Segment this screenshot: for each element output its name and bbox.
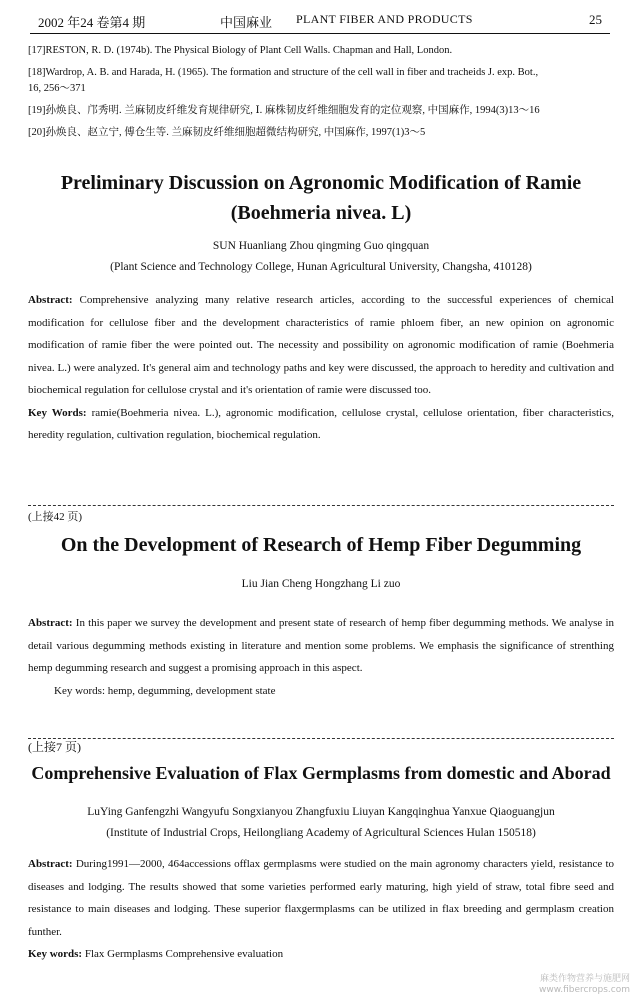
journal-name-en: PLANT FIBER AND PRODUCTS [296,12,473,26]
keywords-label: Key words: [28,948,83,960]
reference-item: [18]Wardrop, A. B. and Harada, H. (1965). The formation and structure of the cell wall in fiber and tracheids J. exp. Bot., [28,67,539,78]
page-number: 25 [589,12,602,27]
keywords [28,402,614,447]
site-watermark [539,974,630,996]
journal-issue: 2002 年24 卷第4 期 [38,15,146,30]
article-title-line2: (Boehmeria nivea. L) [230,202,412,224]
watermark-line: www.fibercrops.com [539,985,630,995]
article-title: Comprehensive Evaluation of Flax Germplasms from domestic and Aborad [31,763,611,783]
abstract-label: Abstract: [28,617,73,629]
continued-from-note: (上接7 页) [28,740,81,754]
keywords: Key words: hemp, degumming, development state [54,684,276,697]
reference-item: [17]RESTON, R. D. (1974b). The Physical Biology of Plant Cell Walls. Chapman and Hall, London. [28,45,453,56]
abstract [28,289,614,402]
watermark-line: 麻类作物营养与施肥网 [539,974,630,984]
header-rule [30,33,610,34]
reference-item: [19]孙焕良、邝秀明. 兰麻韧皮纤维发育规律研究, Ⅰ. 麻株韧皮纤维细胞发育的定位观察, 中国麻作, 1994(3)13～16 [28,105,540,116]
abstract-label: Abstract: [28,294,73,306]
article-affiliation: (Plant Science and Technology College, Hunan Agricultural University, Changsha, 410128) [110,261,532,273]
article-hemp [28,530,614,702]
continued-from-note: (上接42 页) [28,511,83,523]
article-authors: Liu Jian Cheng Hongzhang Li zuo [241,578,401,590]
keywords [28,943,614,966]
article-ramie [28,168,614,447]
abstract [28,612,614,680]
article-flax [28,758,614,966]
article-authors: SUN Huanliang Zhou qingming Guo qingquan [212,240,430,252]
abstract-text: In this paper we survey the development and present state of research of hemp fiber degumming methods. We analyse in detail various degumming methods existing in literature and mention some problems. We emphasis the significance of strenthing hemp degumming research and suggest a promising approach in this aspect. [28,617,615,674]
abstract [28,853,614,943]
abstract-label: Abstract: [28,858,73,870]
keywords-text: Flax Germplasms Comprehensive evaluation [84,948,284,960]
section-divider [28,505,614,506]
journal-name-cn: 中国麻业 [220,15,273,30]
article-affiliation: (Institute of Industrial Crops, Heilongliang Academy of Agricultural Sciences Hulan 150518) [106,827,536,839]
keywords-text: ramie(Boehmeria nivea. L.), agronomic modification, cellulose crystal, cellulose orientation, fiber characteristics, heredity regulation, cultivation regulation, biochemical regulation. [28,406,615,441]
article-title: On the Development of Research of Hemp Fiber Degumming [60,534,582,556]
page-header [30,8,610,34]
article-title: Preliminary Discussion on Agronomic Modification of Ramie [60,172,582,194]
article-authors: LuYing Ganfengzhi Wangyufu Songxianyou Zhangfuxiu Liuyan Kangqinghua Yanxue Qiaoguangjun [87,806,555,818]
section-divider [28,738,614,739]
reference-item: 16, 256～371 [28,83,86,94]
reference-item: [20]孙焕良、赵立宁, 傅仓生等. 兰麻韧皮纤维细胞超微结构研究, 中国麻作, 1997(1)3～5 [28,127,426,138]
abstract-text: Comprehensive analyzing many relative research articles, according to the successful experiences of chemical modification for cellulose fiber and the development characteristics of ramie phloem fiber, an new opinion on agronomic modification of ramie fiber the were pointed out. The necessity and possibility on agronomic modification of ramie (Boehmeria nivea. L.) were analyzed. It's general aim and technology paths and key were discussed, the approach to heredity and cultivation and biochemical regulation for cellulose crystal and it's orientation of ramie were discussed too. [28,294,614,396]
keywords-label: Key Words: [28,406,87,419]
reference-list [28,40,616,144]
abstract-text: During1991—2000, 464accessions offlax germplasms were studied on the main agronomy characters yield, resistance to diseases and lodging. The results showed that some varieties performed early maturing, high yield of straw, total fibre seed and resistance to main diseases and lodging. These superior flaxgermplasms can be utilized in flax breeding and germplasm creation funther. [28,858,615,938]
